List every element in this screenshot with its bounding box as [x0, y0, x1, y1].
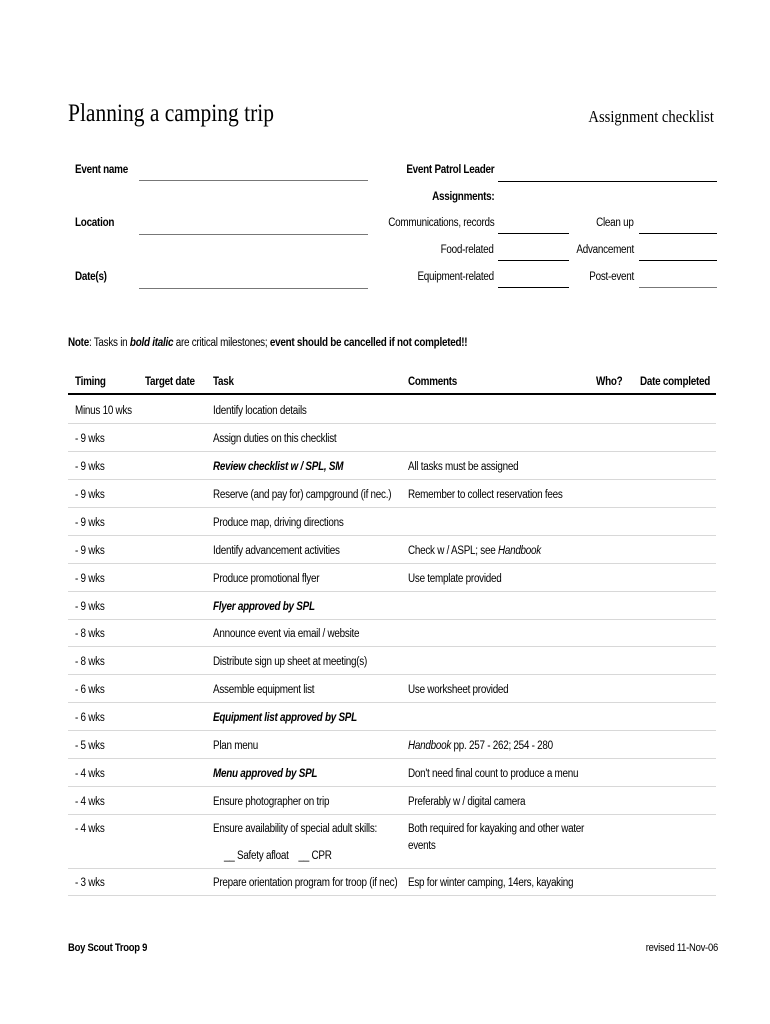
row-task: Reserve (and pay for) campground (if nec.) — [213, 489, 392, 501]
row-task-critical: Review checklist w / SPL, SM — [213, 461, 344, 473]
row-task: Assign duties on this checklist — [213, 433, 337, 445]
row-divider — [68, 479, 716, 480]
row-divider — [68, 730, 716, 731]
postevent-label: Post-event — [589, 271, 634, 283]
row-divider — [68, 702, 716, 703]
special-skills-options[interactable]: __ Safety afloat __ CPR — [224, 850, 332, 862]
row-comment: Use worksheet provided — [408, 684, 509, 696]
location-field[interactable] — [139, 234, 368, 235]
cleanup-label: Clean up — [596, 217, 634, 229]
food-label: Food-related — [441, 244, 494, 256]
col-header-task: Task — [213, 376, 234, 388]
row-timing: - 8 wks — [75, 656, 105, 668]
row-task: Assemble equipment list — [213, 684, 315, 696]
col-header-who: Who? — [596, 376, 623, 388]
row-divider — [68, 895, 716, 896]
equipment-field[interactable] — [498, 287, 569, 288]
row-divider — [68, 563, 716, 564]
row-timing: - 9 wks — [75, 489, 105, 501]
advancement-field[interactable] — [639, 260, 717, 261]
row-divider — [68, 591, 716, 592]
row-timing: Minus 10 wks — [75, 405, 132, 417]
page-title: Planning a camping trip — [68, 100, 275, 127]
footer-troop: Boy Scout Troop 9 — [68, 942, 148, 954]
note-text: Note: Tasks in bold italic are critical milestones; event should be cancelled if not completed!! — [68, 337, 468, 349]
communications-label: Communications, records — [387, 217, 494, 229]
row-task: Produce promotional flyer — [213, 573, 320, 585]
row-timing: - 3 wks — [75, 877, 105, 889]
row-timing: - 9 wks — [75, 545, 105, 557]
col-header-date-completed: Date completed — [640, 376, 711, 388]
row-timing: - 9 wks — [75, 433, 105, 445]
row-comment-line2: events — [408, 840, 436, 852]
row-timing: - 4 wks — [75, 796, 105, 808]
row-comment: Check w / ASPL; see Handbook — [408, 545, 541, 557]
row-divider — [68, 451, 716, 452]
event-name-label: Event name — [75, 164, 128, 176]
row-task: Ensure photographer on trip — [213, 796, 330, 808]
food-field[interactable] — [498, 260, 569, 261]
row-timing: - 9 wks — [75, 461, 105, 473]
event-patrol-leader-field[interactable] — [498, 181, 717, 182]
row-comment: Both required for kayaking and other water — [408, 823, 585, 835]
row-divider — [68, 619, 716, 620]
row-divider — [68, 786, 716, 787]
row-task: Identify location details — [213, 405, 307, 417]
col-header-target-date: Target date — [145, 376, 195, 388]
row-divider — [68, 814, 716, 815]
assignments-label: Assignments: — [431, 191, 494, 203]
row-task: Announce event via email / website — [213, 628, 360, 640]
row-timing: - 9 wks — [75, 573, 105, 585]
equipment-label: Equipment-related — [417, 271, 494, 283]
row-divider — [68, 535, 716, 536]
row-comment: All tasks must be assigned — [408, 461, 519, 473]
row-timing: - 6 wks — [75, 712, 105, 724]
row-task: Plan menu — [213, 740, 258, 752]
row-task: Prepare orientation program for troop (if nec) — [213, 877, 398, 889]
row-timing: - 9 wks — [75, 517, 105, 529]
row-task-critical: Equipment list approved by SPL — [213, 712, 357, 724]
row-comment: Handbook pp. 257 - 262; 254 - 280 — [408, 740, 553, 752]
col-header-comments: Comments — [408, 376, 458, 388]
page-subtitle: Assignment checklist — [588, 107, 714, 126]
footer-revised: revised 11-Nov-06 — [645, 942, 718, 954]
row-timing: - 4 wks — [75, 823, 105, 835]
row-timing: - 6 wks — [75, 684, 105, 696]
dates-label: Date(s) — [75, 271, 107, 283]
row-divider — [68, 868, 716, 869]
row-divider — [68, 758, 716, 759]
row-comment: Don't need final count to produce a menu — [408, 768, 579, 780]
row-task-critical: Flyer approved by SPL — [213, 601, 315, 613]
row-timing: - 5 wks — [75, 740, 105, 752]
row-task: Distribute sign up sheet at meeting(s) — [213, 656, 368, 668]
row-task: Ensure availability of special adult skills: — [213, 823, 378, 835]
col-header-timing: Timing — [75, 376, 106, 388]
row-timing: - 4 wks — [75, 768, 105, 780]
row-task: Identify advancement activities — [213, 545, 340, 557]
row-comment: Esp for winter camping, 14ers, kayaking — [408, 877, 574, 889]
row-comment: Remember to collect reservation fees — [408, 489, 563, 501]
row-divider — [68, 674, 716, 675]
row-task-critical: Menu approved by SPL — [213, 768, 318, 780]
table-header-rule — [68, 393, 716, 395]
location-label: Location — [75, 217, 115, 229]
communications-field[interactable] — [498, 233, 569, 234]
event-name-field[interactable] — [139, 180, 368, 181]
postevent-field[interactable] — [639, 287, 717, 288]
row-comment: Preferably w / digital camera — [408, 796, 526, 808]
row-task: Produce map, driving directions — [213, 517, 344, 529]
row-timing: - 9 wks — [75, 601, 105, 613]
row-divider — [68, 507, 716, 508]
row-divider — [68, 423, 716, 424]
event-patrol-leader-label: Event Patrol Leader — [406, 164, 494, 176]
row-comment: Use template provided — [408, 573, 502, 585]
advancement-label: Advancement — [576, 244, 634, 256]
dates-field[interactable] — [139, 288, 368, 289]
cleanup-field[interactable] — [639, 233, 717, 234]
row-divider — [68, 646, 716, 647]
row-timing: - 8 wks — [75, 628, 105, 640]
